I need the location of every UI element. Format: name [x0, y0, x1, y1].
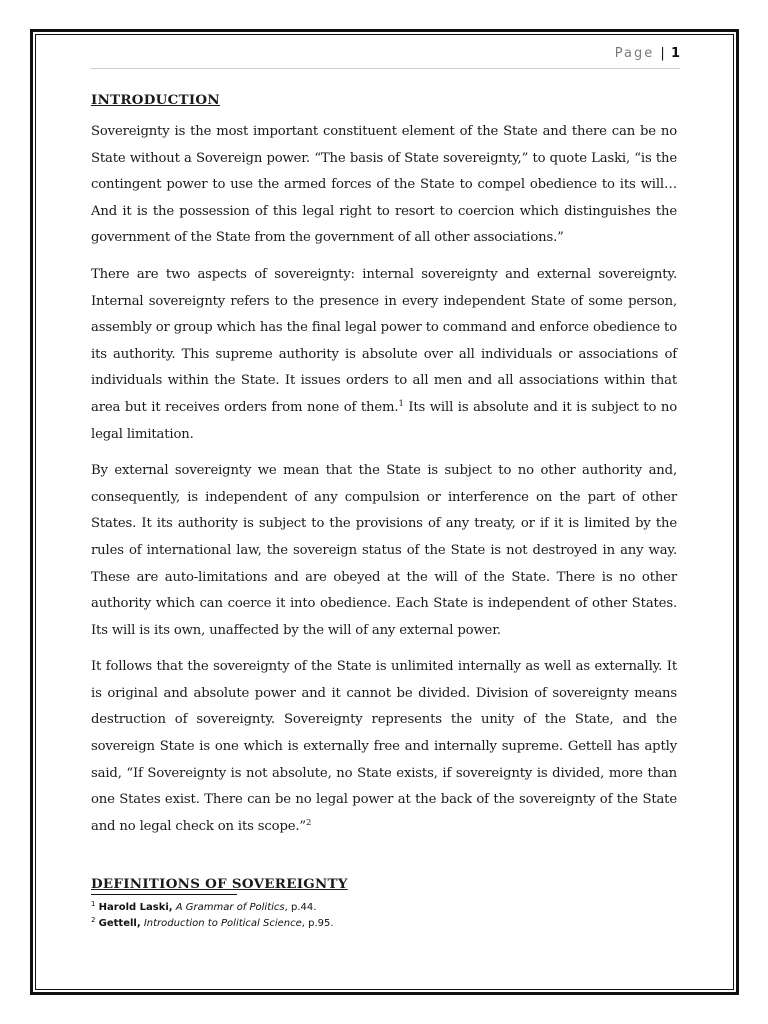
page-number: 1 — [670, 46, 680, 61]
footnote-1 — [91, 900, 591, 916]
introduction-heading: INTRODUCTION — [91, 92, 220, 108]
footnote-1-mark: 1 — [91, 900, 96, 908]
document-body — [91, 92, 677, 892]
footnote-ref-2: 2 — [306, 817, 312, 828]
paragraph-4 — [91, 654, 677, 840]
definitions-heading: DEFINITIONS OF SOVEREIGNTY — [91, 876, 348, 893]
footnote-separator — [91, 894, 237, 895]
page-label: Page — [614, 46, 655, 61]
footnote-2 — [91, 916, 591, 932]
footnote-2-mark: 2 — [91, 916, 96, 924]
paragraph-4-text: It follows that the sovereignty of the State is unlimited internally as well as externally. It is original and absolute power and it cannot be divided. Division of sovereignty means destruction of sovereignty. Sovereignty represents the unity of the State, and the sovereign State is one which is externally free and internally supreme. Gettell has aptly said, “If Sovereignty is not absolute, no State exists, if sovereignty is divided, more than one States exist. There can be no legal power at the back of the sovereignty of the State and no legal check on its scope.” — [91, 659, 677, 834]
page-header — [90, 46, 680, 69]
footnotes — [91, 900, 591, 932]
footnote-2-title: Introduction to Political Science — [143, 918, 302, 929]
paragraph-2-continuation: Its will is absolute and it is subject to no legal limitation. — [91, 399, 677, 442]
footnote-1-title: A Grammar of Politics — [175, 902, 285, 913]
paragraph-2-text: There are two aspects of sovereignty: internal sovereignty and external sovereignty. Internal sovereignty refers to the presence in every independent State of some person, assembly or group which has the final legal power to command and enforce obedience to its authority. This supreme authority is absolute over all individuals or associations of individuals within the State. It issues orders to all men and all associations within that area but it receives orders from none of them. — [91, 266, 677, 415]
footnote-ref-1: 1 — [398, 398, 404, 409]
paragraph-1: Sovereignty is the most important constituent element of the State and there can be no State without a Sovereign power. “The basis of State sovereignty,” to quote Laski, “is the contingent power to use the armed forces of the State to compel obedience to its will…And it is the possession of this legal right to resort to coercion which distinguishes the government of the State from the government of all other associations.” — [91, 124, 677, 246]
footnote-1-author: Harold Laski, — [98, 902, 173, 913]
paragraph-3: By external sovereignty we mean that the State is subject to no other authority and, consequently, is independent of any compulsion or interference on the part of other States. It its authority is subject to the provisions of any treaty, or if it is limited by the rules of international law, the sovereign status of the State is not destroyed in any way. These are auto-limitations and are obeyed at the will of the State. There is no other authority which can coerce it into obedience. Each State is independent of other States. Its will is its own, unaffected by the will of any external power. — [91, 463, 677, 638]
paragraph-2 — [91, 262, 677, 448]
footnote-2-page: , p.95. — [301, 918, 334, 929]
page-separator: | — [660, 46, 665, 61]
footnote-2-author: Gettell, — [98, 918, 141, 929]
footnote-1-page: , p.44. — [284, 902, 317, 913]
